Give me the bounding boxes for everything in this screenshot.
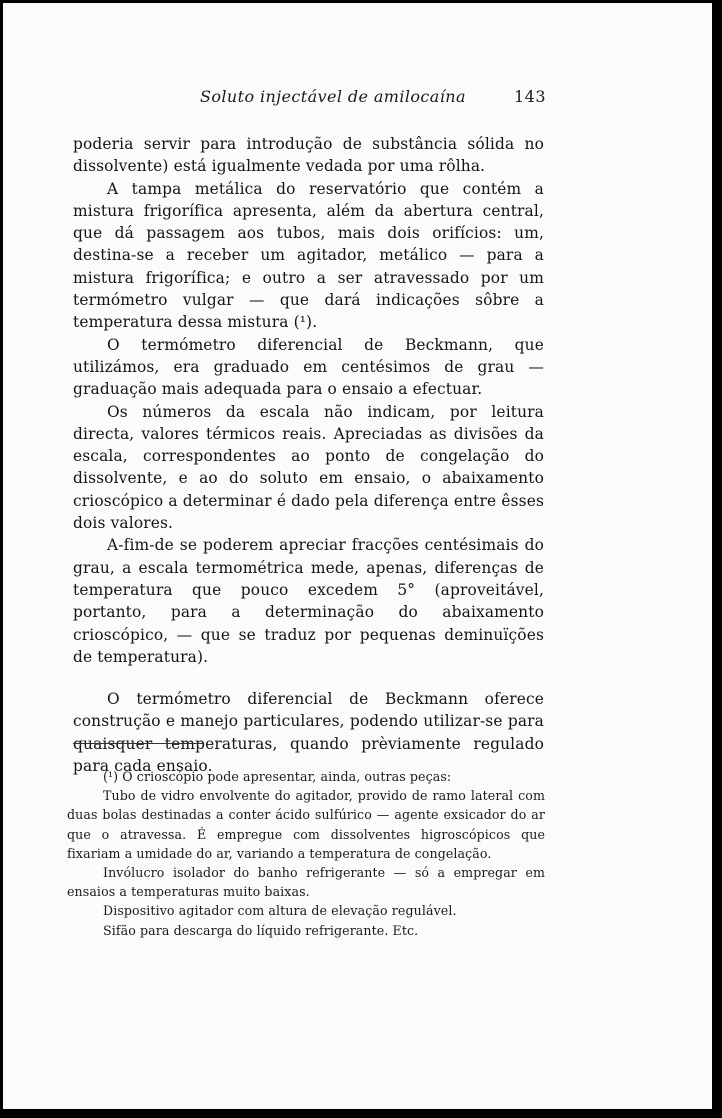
footnote-item: Dispositivo agitador com altura de elevação regulável.: [103, 903, 457, 919]
book-page: [3, 3, 712, 1109]
footnote-item: (¹) O crioscópio pode apresentar, ainda, outras peças:: [103, 769, 452, 784]
paragraph: A tampa metálica do reservatório que contém a mistura frigorífica apresenta, além da abertura central, que dá passagem aos tubos, mais dois orifícios: um, destina-se a receber um agitador, metálico — para a mistura frigorífica; e outro a ser atravessado por um termómetro vulgar — que dará indicações sôbre a temperatura dessa mistura (¹).: [73, 179, 544, 332]
footnote-item: Sifão para descarga do líquido refrigerante. Etc.: [103, 922, 419, 938]
footnotes: [67, 767, 545, 940]
paragraph: Os números da escala não indicam, por leitura directa, valores térmicos reais. Apreciadas as divisões da escala, correspondentes ao ponto de congelação do dissolvente, e ao do soluto em ensaio, o abaixamento crioscópico a determinar é dado pela diferença entre êsses dois valores.: [73, 402, 544, 533]
footnote-item: Invólucro isolador do banho refrigerante — só a empregar em ensaios a temperaturas muito baixas.: [67, 865, 545, 900]
page-header: [3, 87, 712, 111]
body-text: [73, 133, 544, 777]
page-number: 143: [514, 87, 547, 106]
paragraph: O termómetro diferencial de Beckmann oferece construção e manejo particulares, podendo utilizar-se para quaisquer temperaturas, quando prèviamente regulado para cada ensaio.: [73, 690, 544, 776]
paragraph: A-fim-de se poderem apreciar fracções centésimais do grau, a escala termométrica mede, apenas, diferenças de temperatura que pouco excedem 5° (aproveitável, portanto, para a determinação do abaixamento crioscópico, — que se traduz por pequenas deminuïções de temperatura).: [73, 536, 544, 666]
footnote-item: Tubo de vidro envolvente do agitador, provido de ramo lateral com duas bolas destinadas a conter ácido sulfúrico — agente exsicador do ar que o atravessa. É empregue com dissolventes higroscópicos que fixariam a umidade do ar, variando a temperatura de congelação.: [67, 788, 545, 861]
footnote-divider: [73, 743, 203, 744]
paragraph: O termómetro diferencial de Beckmann, que utilizámos, era graduado em centésimos de grau — graduação mais adequada para o ensaio a efectuar.: [73, 335, 544, 399]
running-title: Soluto injectável de amilocaína: [200, 87, 466, 106]
paragraph: poderia servir para introdução de substância sólida no dissolvente) está igualmente vedada por uma rôlha.: [73, 135, 544, 176]
